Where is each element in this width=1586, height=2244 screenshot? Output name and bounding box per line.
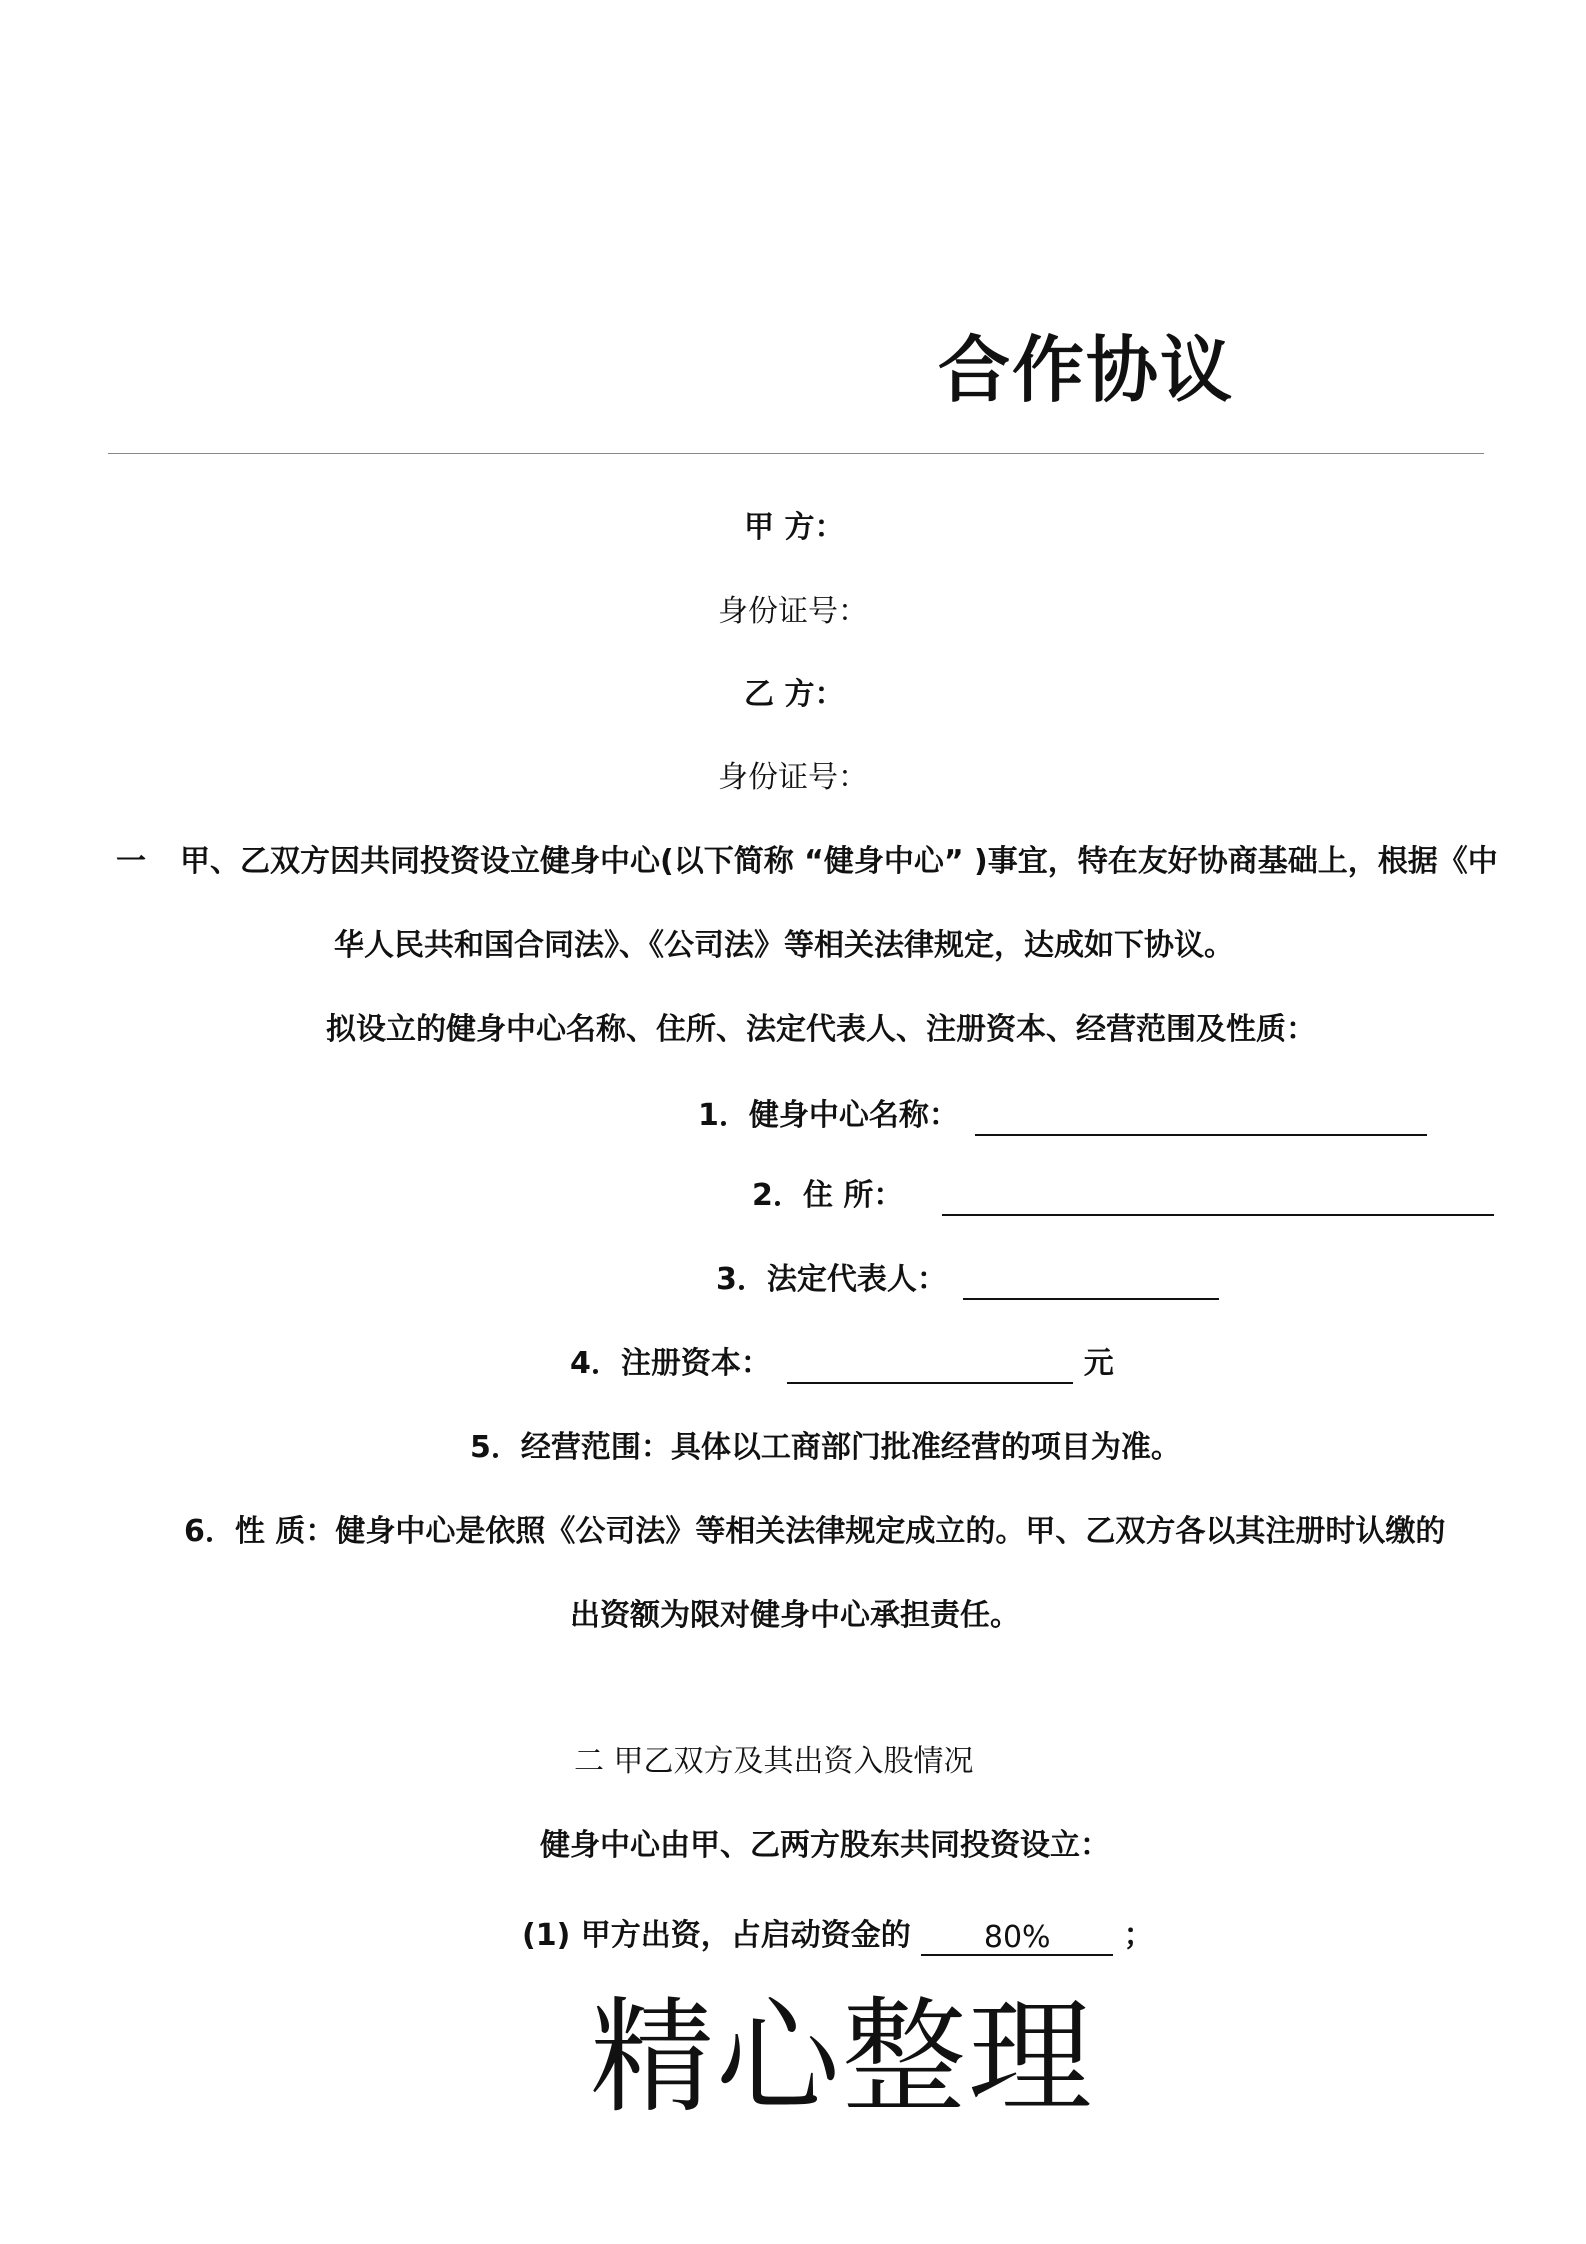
document-title: 合作协议 xyxy=(938,328,1235,412)
item-address xyxy=(752,1176,1494,1216)
item-business-scope: 5．经营范围：具体以工商部门批准经营的项目为准。 xyxy=(470,1430,1181,1465)
party-a-id-label: 身份证号： xyxy=(718,594,868,629)
clause1-number: 一 xyxy=(116,844,146,879)
clause2-intro: 健身中心由甲、乙两方股东共同投资设立： xyxy=(540,1828,1110,1863)
legal-rep-field[interactable] xyxy=(963,1262,1219,1300)
item-legal-rep-label: 3．法定代表人： xyxy=(716,1262,947,1297)
item-center-name-label: 1．健身中心名称： xyxy=(698,1098,959,1133)
item-address-label: 2．住 所： xyxy=(752,1178,904,1213)
party-b-id-label: 身份证号： xyxy=(718,760,868,795)
item-legal-rep xyxy=(716,1260,1219,1300)
title-divider xyxy=(108,453,1484,454)
party-b-label: 乙 方： xyxy=(744,677,845,712)
item-reg-capital xyxy=(570,1344,1114,1384)
clause2-item1-label: (1) 甲方出资，占启动资金的 xyxy=(522,1918,911,1953)
center-name-field[interactable] xyxy=(975,1098,1427,1136)
reg-capital-unit: 元 xyxy=(1083,1346,1114,1381)
clause2-heading: 二 甲乙双方及其出资入股情况 xyxy=(574,1744,974,1779)
clause2-item1 xyxy=(522,1916,1154,1956)
reg-capital-field[interactable] xyxy=(787,1346,1073,1384)
party-a-label: 甲 方： xyxy=(744,510,845,545)
clause1-text-line1: 甲、乙双方因共同投资设立健身中心(以下简称 “健身中心” )事宜，特在友好协商基础上，根据《中 xyxy=(180,844,1498,879)
item-center-name xyxy=(698,1096,1427,1136)
clause1-intro: 拟设立的健身中心名称、住所、法定代表人、注册资本、经营范围及性质： xyxy=(326,1012,1316,1047)
item-nature-line1: 6．性 质：健身中心是依照《公司法》等相关法律规定成立的。甲、乙双方各以其注册时认缴的 xyxy=(184,1514,1446,1549)
item-nature-line2: 出资额为限对健身中心承担责任。 xyxy=(570,1598,1020,1633)
party-a-share-field[interactable]: 80% xyxy=(921,1918,1113,1956)
footer-watermark: 精心整理 xyxy=(590,1986,1095,2130)
clause1-text-line2: 华人民共和国合同法》、《公司法》等相关法律规定，达成如下协议。 xyxy=(334,928,1234,963)
clause2-item1-end: ； xyxy=(1123,1918,1154,1953)
address-field[interactable] xyxy=(942,1178,1494,1216)
item-reg-capital-label: 4．注册资本： xyxy=(570,1346,771,1381)
